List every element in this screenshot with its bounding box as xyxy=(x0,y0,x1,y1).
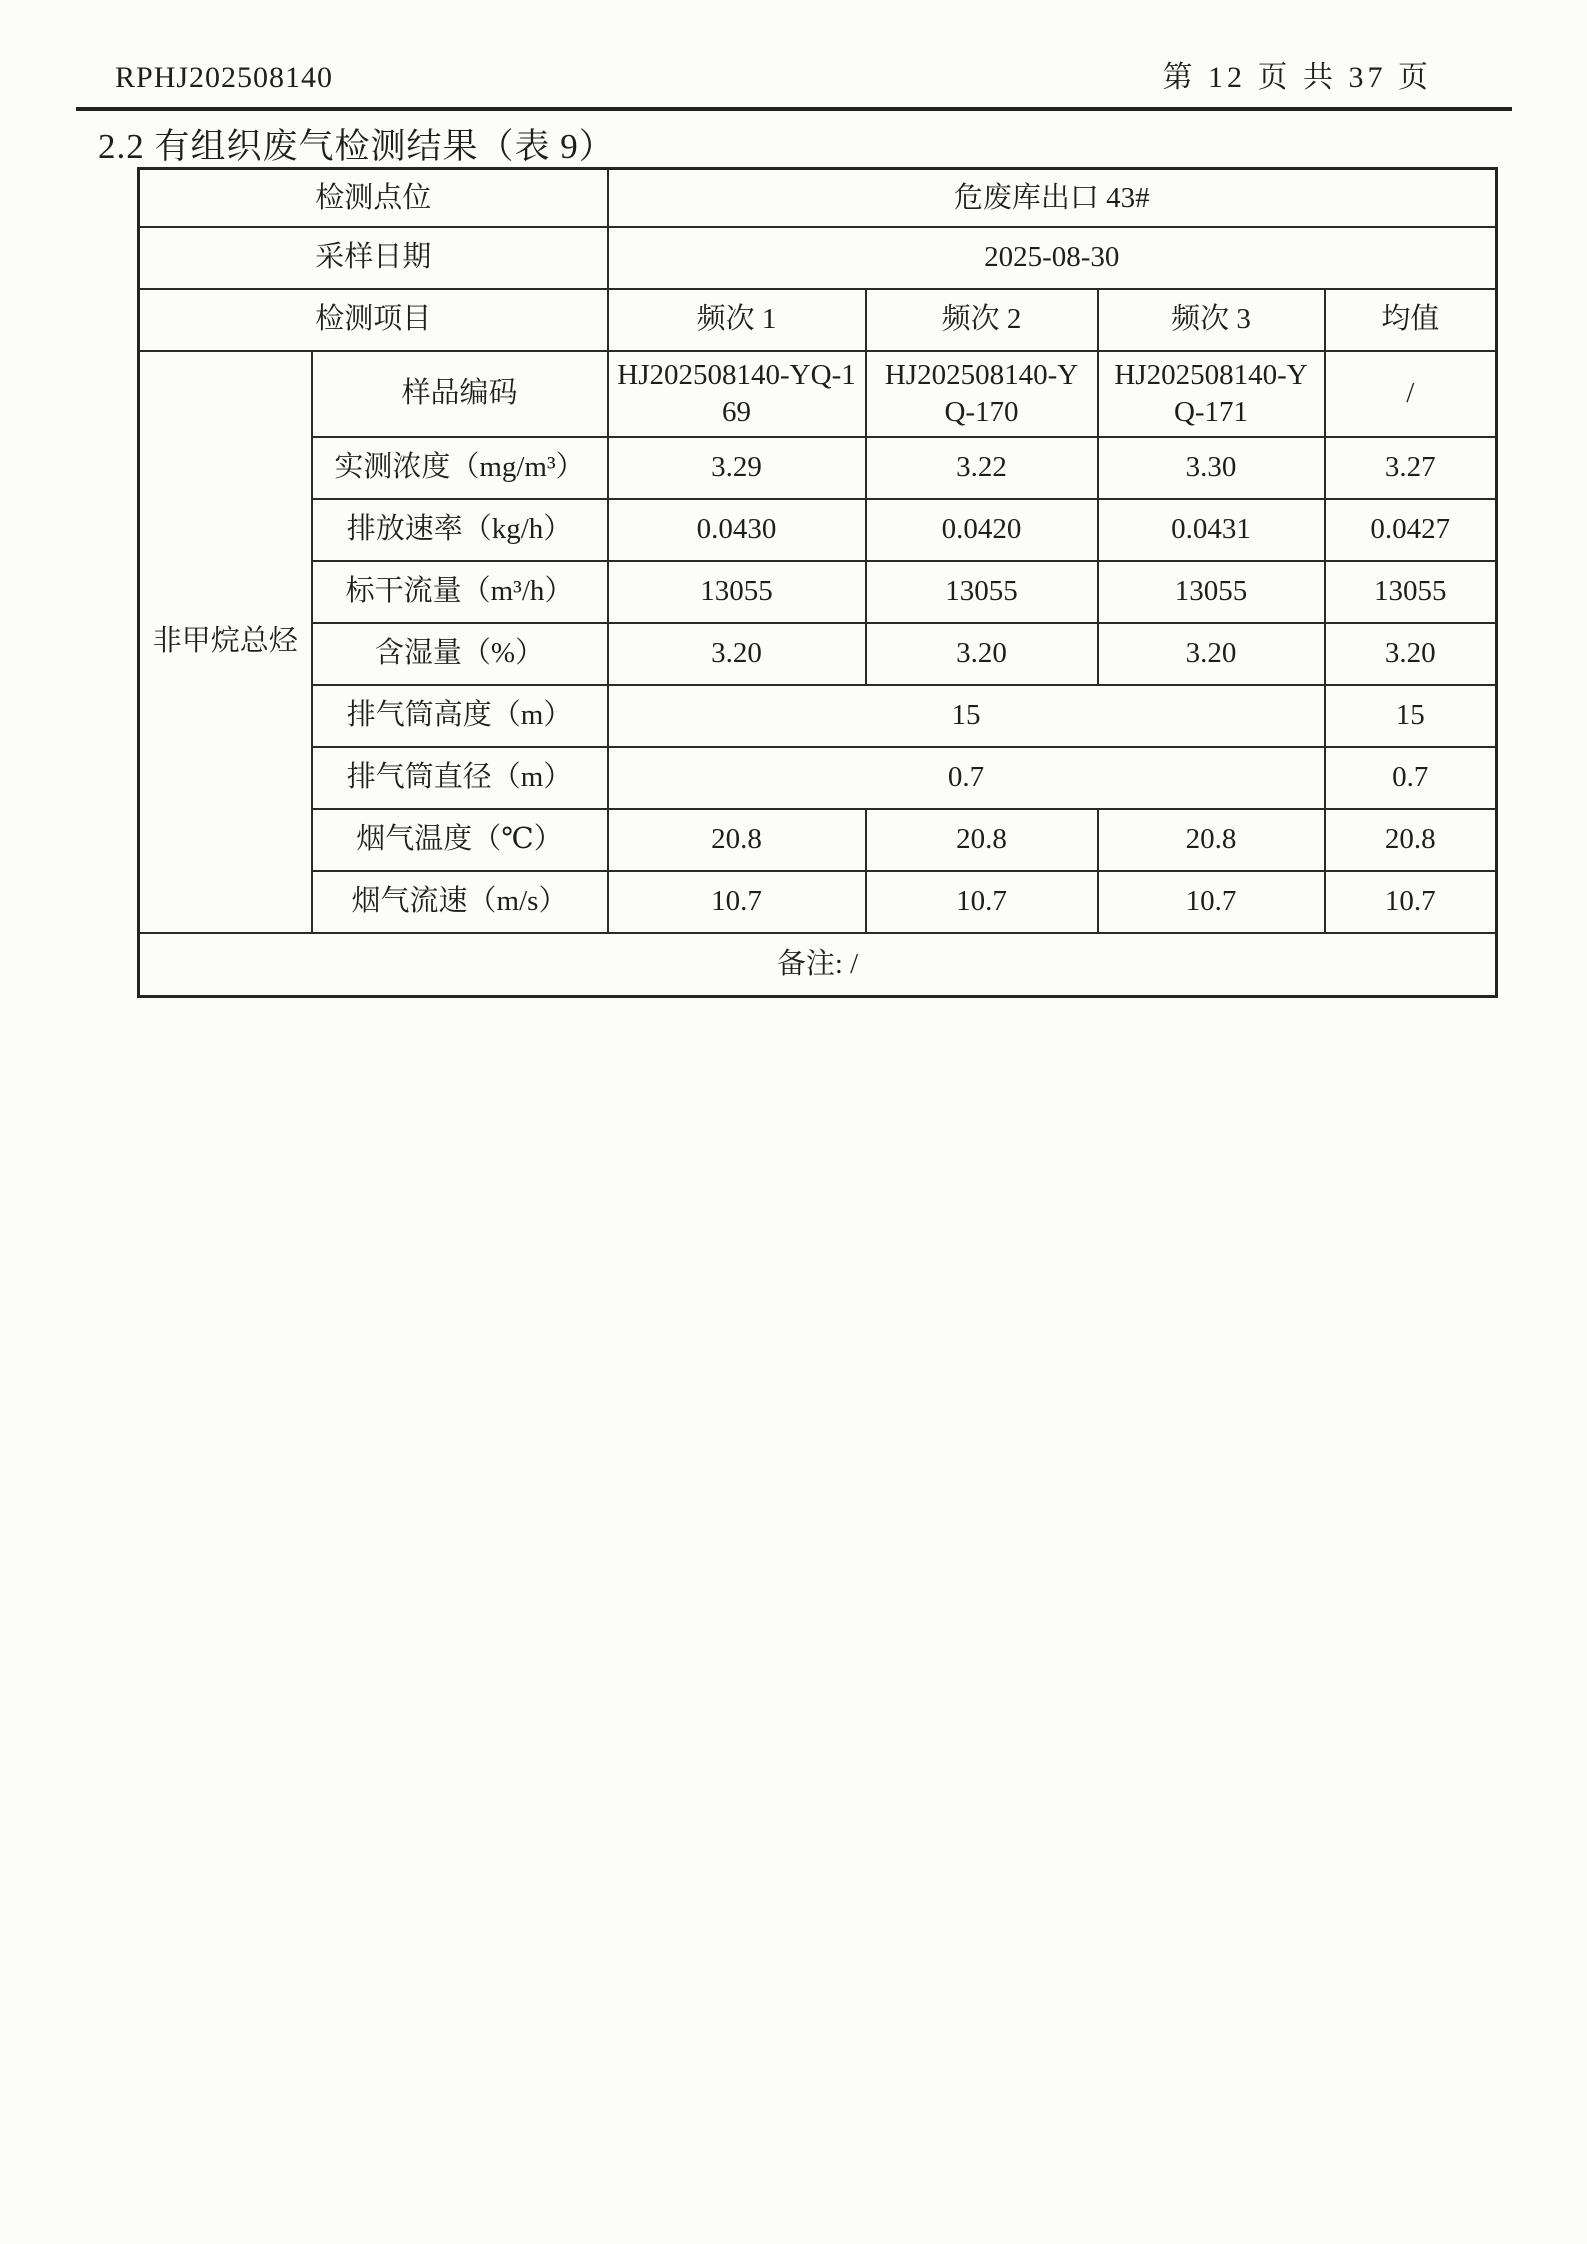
freq1-header-cell: 频次 1 xyxy=(608,289,866,351)
freq2-header-cell: 频次 2 xyxy=(866,289,1098,351)
value-cell: 0.0431 xyxy=(1098,499,1325,561)
sample-code-cell: HJ202508140-YQ-170 xyxy=(866,351,1098,437)
table-row xyxy=(139,685,1497,747)
header-rule xyxy=(76,107,1512,111)
value-cell: 10.7 xyxy=(608,871,866,933)
monitoring-point-label-cell: 检测点位 xyxy=(139,169,608,227)
value-span-cell: 15 xyxy=(608,685,1325,747)
table-row xyxy=(139,623,1497,685)
value-cell: 3.20 xyxy=(1098,623,1325,685)
param-label-cell: 含湿量（%） xyxy=(312,623,608,685)
item-header-cell: 检测项目 xyxy=(139,289,608,351)
value-cell: 0.0420 xyxy=(866,499,1098,561)
value-cell: / xyxy=(1325,351,1497,437)
param-label-cell: 排气筒高度（m） xyxy=(312,685,608,747)
remark-cell xyxy=(139,933,1497,997)
monitoring-point-value-cell: 危废库出口 43# xyxy=(608,169,1497,227)
freq3-header-cell: 频次 3 xyxy=(1098,289,1325,351)
value-cell: 3.27 xyxy=(1325,437,1497,499)
value-cell: 10.7 xyxy=(1325,871,1497,933)
value-cell: 13055 xyxy=(608,561,866,623)
table-row xyxy=(139,747,1497,809)
value-cell: 3.22 xyxy=(866,437,1098,499)
table-row xyxy=(139,871,1497,933)
value-cell: 10.7 xyxy=(866,871,1098,933)
results-table-wrapper xyxy=(137,167,1498,998)
value-cell: 20.8 xyxy=(1325,809,1497,871)
param-label-cell: 标干流量（m³/h） xyxy=(312,561,608,623)
sampling-date-value-cell: 2025-08-30 xyxy=(608,227,1497,289)
param-label-cell: 样品编码 xyxy=(312,351,608,437)
value-cell: 3.20 xyxy=(1325,623,1497,685)
value-cell: 3.30 xyxy=(1098,437,1325,499)
results-table xyxy=(137,167,1498,998)
table-row xyxy=(139,227,1497,289)
value-cell: 20.8 xyxy=(1098,809,1325,871)
table-header-row xyxy=(139,289,1497,351)
remark-value: / xyxy=(850,948,859,981)
value-cell: 0.7 xyxy=(1325,747,1497,809)
page-indicator: 第 12 页 共 37 页 xyxy=(1162,61,1432,94)
param-label-cell: 烟气温度（℃） xyxy=(312,809,608,871)
value-cell: 10.7 xyxy=(1098,871,1325,933)
value-cell: 3.29 xyxy=(608,437,866,499)
table-row xyxy=(139,351,1497,437)
pollutant-cell: 非甲烷总烃 xyxy=(139,351,312,933)
remark-label: 备注: xyxy=(776,948,843,981)
table-row xyxy=(139,499,1497,561)
value-cell: 15 xyxy=(1325,685,1497,747)
section-title: 2.2 有组织废气检测结果（表 9） xyxy=(98,127,615,166)
avg-header-cell: 均值 xyxy=(1325,289,1497,351)
table-row xyxy=(139,809,1497,871)
param-label-cell: 实测浓度（mg/m³） xyxy=(312,437,608,499)
value-span-cell: 0.7 xyxy=(608,747,1325,809)
param-label-cell: 烟气流速（m/s） xyxy=(312,871,608,933)
value-cell: 3.20 xyxy=(608,623,866,685)
value-cell: 0.0430 xyxy=(608,499,866,561)
value-cell: 13055 xyxy=(1098,561,1325,623)
remark-row xyxy=(139,933,1497,997)
table-row xyxy=(139,437,1497,499)
table-row xyxy=(139,169,1497,227)
report-number: RPHJ202508140 xyxy=(115,61,334,94)
value-cell: 3.20 xyxy=(866,623,1098,685)
sample-code-cell: HJ202508140-YQ-171 xyxy=(1098,351,1325,437)
sampling-date-label-cell: 采样日期 xyxy=(139,227,608,289)
table-row xyxy=(139,561,1497,623)
value-cell: 13055 xyxy=(1325,561,1497,623)
value-cell: 20.8 xyxy=(866,809,1098,871)
value-cell: 20.8 xyxy=(608,809,866,871)
param-label-cell: 排放速率（kg/h） xyxy=(312,499,608,561)
page-header xyxy=(115,52,1432,96)
param-label-cell: 排气筒直径（m） xyxy=(312,747,608,809)
value-cell: 0.0427 xyxy=(1325,499,1497,561)
value-cell: 13055 xyxy=(866,561,1098,623)
sample-code-cell: HJ202508140-YQ-169 xyxy=(608,351,866,437)
